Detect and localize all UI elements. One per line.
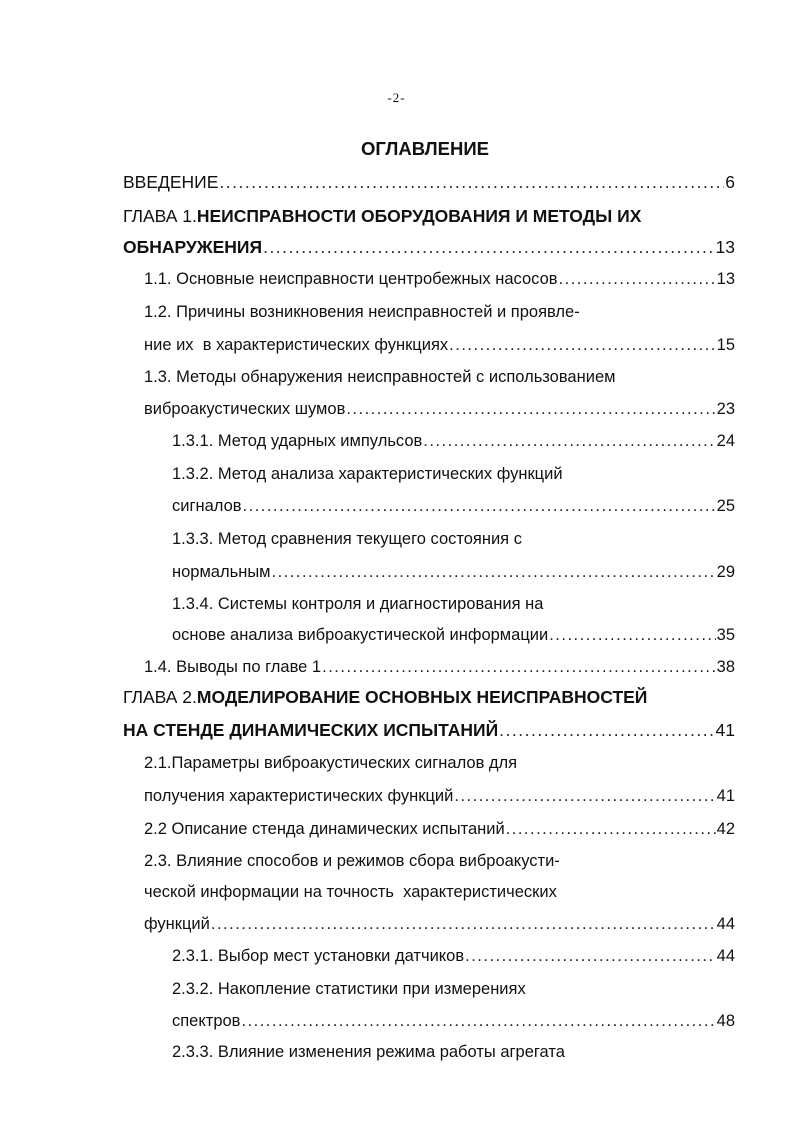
toc-entry-title-cont: сигналов — [172, 497, 242, 515]
toc-entry-page: 42 — [716, 820, 735, 838]
leader-dots — [454, 785, 715, 807]
chapter-label: ГЛАВА 1. — [123, 206, 197, 226]
toc-entry-2-1[interactable] — [144, 785, 735, 807]
toc-entry-page: 44 — [716, 915, 735, 933]
toc-entry-title-cont: основе анализа виброакустической информации — [172, 626, 549, 644]
toc-entry-title-cont: ние их в характеристических функциях — [144, 336, 449, 354]
toc-entry-title: 2.3.3. Влияние изменения режима работы агрегата — [172, 1043, 565, 1061]
chapter-title: НЕИСПРАВНОСТИ ОБОРУДОВАНИЯ И МЕТОДЫ ИХ — [196, 206, 642, 226]
chapter-title: МОДЕЛИРОВАНИЕ ОСНОВНЫХ НЕИСПРАВНОСТЕЙ — [196, 687, 648, 707]
toc-entry-title: ВВЕДЕНИЕ — [123, 172, 219, 192]
leader-dots — [449, 334, 715, 356]
toc-entry-1-2[interactable] — [144, 334, 735, 356]
leader-dots — [272, 561, 716, 583]
toc-entry-page: 44 — [716, 947, 735, 965]
toc-entry-intro[interactable] — [123, 171, 735, 193]
toc-entry-chapter-2[interactable] — [123, 719, 735, 741]
leader-dots — [219, 171, 724, 193]
toc-entry-title-cont: получения характеристических функций — [144, 787, 454, 805]
toc-entry-page: 13 — [716, 270, 735, 288]
toc-entry-page: 41 — [716, 787, 735, 805]
page-title: ОГЛАВЛЕНИЕ — [361, 138, 489, 159]
toc-entry-title-cont: виброакустических шумов — [144, 400, 346, 418]
toc-entry-page: 38 — [716, 658, 735, 676]
toc-entry-1-3-line1[interactable] — [144, 366, 615, 388]
toc-entry-chapter-1[interactable] — [123, 236, 735, 258]
leader-dots — [346, 398, 715, 420]
toc-entry-page: 41 — [715, 720, 735, 740]
toc-entry-2-3-line2[interactable] — [144, 881, 557, 903]
toc-entry-page: 35 — [716, 626, 735, 644]
toc-entry-title-cont: ческой информации на точность характеристических — [144, 883, 557, 901]
toc-entry-page: 25 — [716, 497, 735, 515]
toc-entry-title: 1.3.4. Системы контроля и диагностирования на — [172, 595, 544, 613]
toc-entry-1-3-2[interactable] — [172, 495, 735, 517]
toc-entry-title: 1.3.3. Метод сравнения текущего состояния с — [172, 530, 522, 548]
toc-entry-1-4[interactable] — [144, 656, 735, 678]
toc-entry-1-3-1[interactable] — [172, 430, 735, 452]
toc-entry-1-1[interactable] — [144, 268, 735, 290]
toc-entry-1-3-3[interactable] — [172, 561, 735, 583]
toc-entry-1-3-3-line1[interactable] — [172, 528, 522, 550]
toc-entry-title: 1.4. Выводы по главе 1 — [144, 658, 322, 676]
toc-entry-1-3-4[interactable] — [172, 624, 735, 646]
toc-entry-title-cont: спектров — [172, 1012, 241, 1030]
toc-entry-title: 1.3. Методы обнаружения неисправностей с использованием — [144, 368, 616, 386]
toc-entry-page: 6 — [725, 172, 735, 192]
toc-entry-2-3-2[interactable] — [172, 1010, 735, 1032]
chapter-title-cont: ОБНАРУЖЕНИЯ — [123, 237, 263, 257]
toc-entry-chapter-1-line1[interactable] — [123, 205, 641, 227]
leader-dots — [243, 495, 716, 517]
toc-entry-title: 1.3.1. Метод ударных импульсов — [172, 432, 423, 450]
leader-dots — [211, 913, 716, 935]
chapter-title-cont: НА СТЕНДЕ ДИНАМИЧЕСКИХ ИСПЫТАНИЙ — [123, 720, 499, 740]
leader-dots — [506, 818, 716, 840]
toc-entry-2-3-line1[interactable] — [144, 850, 560, 872]
toc-entry-title: 1.3.2. Метод анализа характеристических функций — [172, 465, 563, 483]
toc-entry-2-3-1[interactable] — [172, 945, 735, 967]
toc-entry-page: 29 — [716, 563, 735, 581]
toc-entry-2-2[interactable] — [144, 818, 735, 840]
toc-entry-title: 2.1.Параметры виброакустических сигналов для — [144, 754, 518, 772]
toc-entry-page: 24 — [716, 432, 735, 450]
chapter-label: ГЛАВА 2. — [123, 687, 197, 707]
leader-dots — [465, 945, 716, 967]
toc-entry-title: 2.3. Влияние способов и режимов сбора виброакусти- — [144, 852, 560, 870]
leader-dots — [549, 624, 715, 646]
page-number: -2- — [387, 90, 406, 105]
toc-entry-2-3-3[interactable] — [172, 1041, 565, 1063]
leader-dots — [241, 1010, 715, 1032]
toc-entry-page: 15 — [716, 336, 735, 354]
toc-entry-title: 2.2 Описание стенда динамических испытаний — [144, 820, 505, 838]
toc-entry-1-3-4-line1[interactable] — [172, 593, 543, 615]
toc-entry-1-3-2-line1[interactable] — [172, 463, 563, 485]
leader-dots — [263, 236, 714, 258]
toc-entry-title: 2.3.1. Выбор мест установки датчиков — [172, 947, 465, 965]
toc-entry-chapter-2-line1[interactable] — [123, 686, 647, 708]
toc-entry-page: 48 — [716, 1012, 735, 1030]
leader-dots — [499, 719, 714, 741]
toc-entry-title-cont: нормальным — [172, 563, 271, 581]
leader-dots — [322, 656, 716, 678]
toc-entry-1-2-line1[interactable] — [144, 301, 580, 323]
toc-entry-title: 1.1. Основные неисправности центробежных насосов — [144, 270, 558, 288]
toc-entry-2-1-line1[interactable] — [144, 752, 517, 774]
leader-dots — [559, 268, 716, 290]
toc-entry-title-cont: функций — [144, 915, 210, 933]
toc-entry-2-3[interactable] — [144, 913, 735, 935]
leader-dots — [423, 430, 715, 452]
toc-entry-2-3-2-line1[interactable] — [172, 978, 526, 1000]
toc-entry-title: 1.2. Причины возникновения неисправностей и проявле- — [144, 303, 580, 321]
toc-entry-title: 2.3.2. Накопление статистики при измерениях — [172, 980, 526, 998]
toc-entry-page: 23 — [716, 400, 735, 418]
toc-entry-page: 13 — [715, 237, 735, 257]
toc-entry-1-3[interactable] — [144, 398, 735, 420]
